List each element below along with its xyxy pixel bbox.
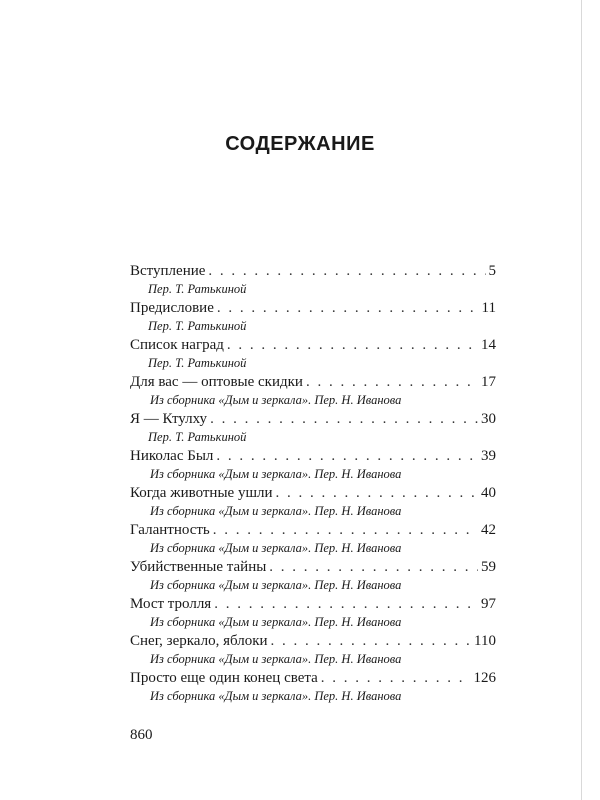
entry-title: Просто еще один конец света xyxy=(130,670,318,686)
dot-leader xyxy=(214,595,478,614)
entry-note: Из сборника «Дым и зеркала». Пер. Н. Иванова xyxy=(150,689,402,703)
entry-note: Пер. Т. Ратькиной xyxy=(148,282,247,296)
entry-note: Пер. Т. Ратькиной xyxy=(148,319,247,333)
toc-entry xyxy=(130,262,496,299)
dot-leader xyxy=(271,632,472,651)
dot-leader xyxy=(210,410,478,429)
toc-entry xyxy=(130,410,496,447)
toc-entry xyxy=(130,595,496,632)
entry-note: Пер. Т. Ратькиной xyxy=(148,430,247,444)
entry-note: Из сборника «Дым и зеркала». Пер. Н. Иванова xyxy=(150,652,402,666)
entry-title: Мост тролля xyxy=(130,596,212,612)
entry-title: Вступление xyxy=(130,263,206,279)
entry-title: Когда животные ушли xyxy=(130,485,273,501)
toc-entry xyxy=(130,373,496,410)
toc-entry xyxy=(130,521,496,558)
toc-entry xyxy=(130,299,496,336)
dot-leader xyxy=(306,373,478,392)
toc-entry xyxy=(130,558,496,595)
page-title: СОДЕРЖАНИЕ xyxy=(225,133,375,155)
entry-note: Из сборника «Дым и зеркала». Пер. Н. Иванова xyxy=(150,504,402,518)
entry-title: Убийственные тайны xyxy=(130,559,267,575)
dot-leader xyxy=(269,558,478,577)
entry-page: 97 xyxy=(481,596,496,612)
page-number: 860 xyxy=(130,727,153,743)
entry-page: 110 xyxy=(474,633,496,649)
entry-page: 11 xyxy=(481,300,496,316)
dot-leader xyxy=(227,336,478,355)
entry-note: Из сборника «Дым и зеркала». Пер. Н. Иванова xyxy=(150,578,402,592)
entry-title: Снег, зеркало, яблоки xyxy=(130,633,268,649)
entry-note: Из сборника «Дым и зеркала». Пер. Н. Иванова xyxy=(150,393,402,407)
dot-leader xyxy=(213,521,478,540)
entry-page: 42 xyxy=(481,522,496,538)
toc-entry xyxy=(130,484,496,521)
entry-page: 17 xyxy=(481,374,496,390)
dot-leader xyxy=(217,299,479,318)
entry-note: Из сборника «Дым и зеркала». Пер. Н. Иванова xyxy=(150,541,402,555)
page-edge-line xyxy=(581,0,582,800)
entry-page: 40 xyxy=(481,485,496,501)
toc-entry xyxy=(130,447,496,484)
toc-entry xyxy=(130,336,496,373)
dot-leader xyxy=(276,484,478,503)
entry-note: Пер. Т. Ратькиной xyxy=(148,356,247,370)
table-of-contents xyxy=(130,262,496,706)
dot-leader xyxy=(321,669,471,688)
entry-page: 39 xyxy=(481,448,496,464)
entry-title: Галантность xyxy=(130,522,210,538)
entry-note: Из сборника «Дым и зеркала». Пер. Н. Иванова xyxy=(150,615,402,629)
toc-entry xyxy=(130,632,496,669)
entry-page: 5 xyxy=(488,263,496,279)
dot-leader xyxy=(208,262,485,281)
entry-page: 59 xyxy=(481,559,496,575)
entry-title: Я — Ктулху xyxy=(130,411,208,427)
entry-title: Список наград xyxy=(130,337,224,353)
entry-page: 126 xyxy=(473,670,496,686)
entry-title: Предисловие xyxy=(130,300,214,316)
entry-title: Николас Был xyxy=(130,448,214,464)
entry-page: 14 xyxy=(481,337,496,353)
entry-page: 30 xyxy=(481,411,496,427)
toc-entry xyxy=(130,669,496,706)
entry-note: Из сборника «Дым и зеркала». Пер. Н. Иванова xyxy=(150,467,402,481)
dot-leader xyxy=(216,447,478,466)
entry-title: Для вас — оптовые скидки xyxy=(130,374,303,390)
